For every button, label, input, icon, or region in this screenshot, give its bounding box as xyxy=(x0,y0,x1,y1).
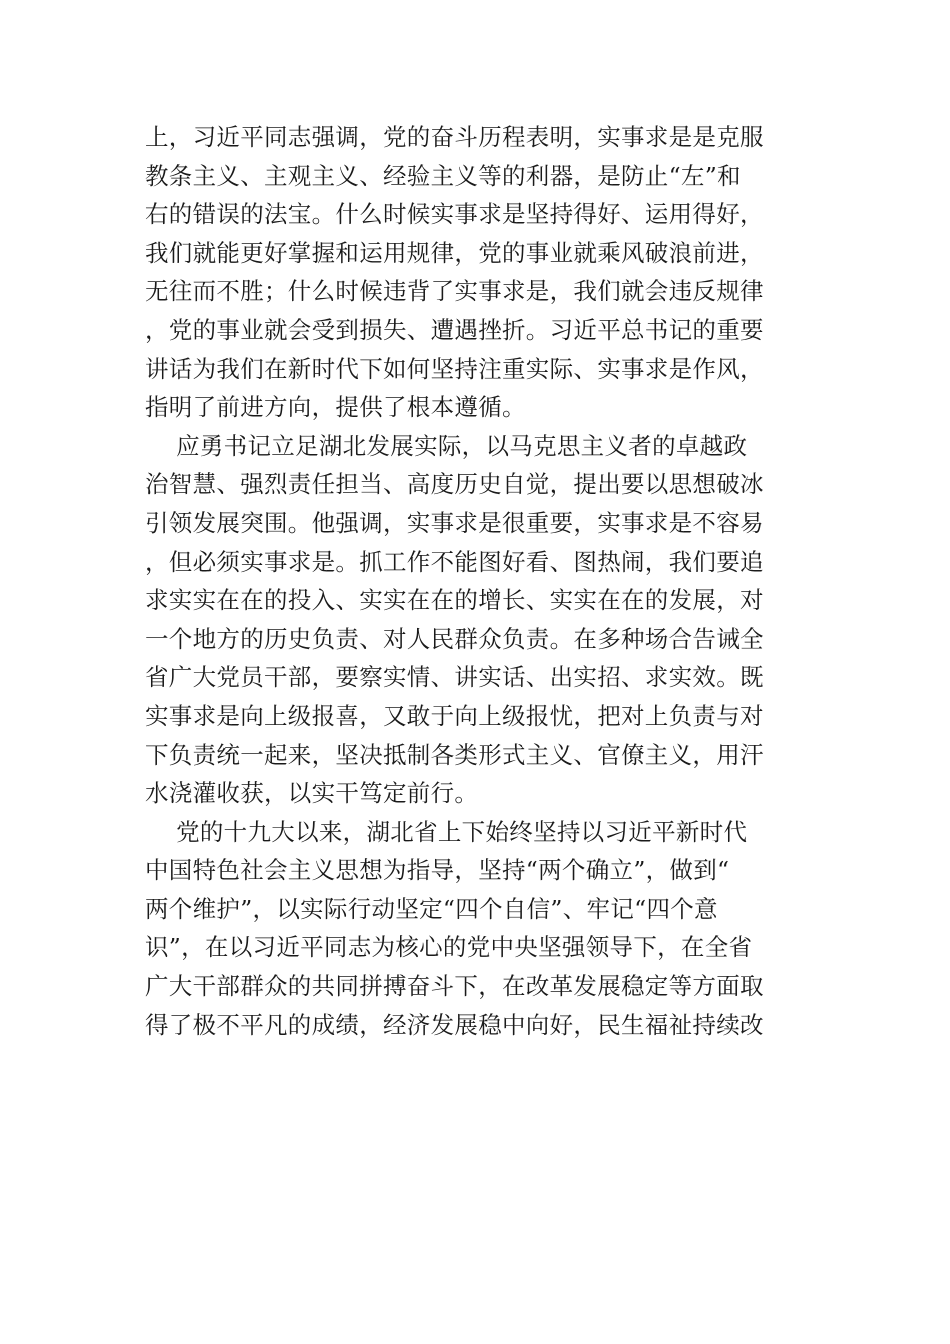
text-line: ，党的事业就会受到损失、遭遇挫折。习近平总书记的重要 xyxy=(145,315,764,344)
text-line: ，但必须实事求是。抓工作不能图好看、图热闹，我们要追 xyxy=(145,547,764,576)
text-line: 指明了前进方向，提供了根本遵循。 xyxy=(145,393,526,422)
text-line: 教条主义、主观主义、经验主义等的利器，是防止“左”和 xyxy=(145,161,741,190)
text-line: 实事求是向上级报喜，又敢于向上级报忧，把对上负责与对 xyxy=(145,701,764,730)
text-line: 讲话为我们在新时代下如何坚持注重实际、实事求是作风， xyxy=(145,354,764,383)
document-body xyxy=(145,118,825,1044)
text-line: 中国特色社会主义思想为指导，坚持“两个确立”，做到“ xyxy=(145,856,730,885)
text-line: 水浇灌收获，以实干笃定前行。 xyxy=(145,779,479,808)
text-line: 一个地方的历史负责、对人民群众负责。在多种场合告诫全 xyxy=(145,624,764,653)
text-line: 省广大党员干部，要察实情、讲实话、出实招、求实效。既 xyxy=(145,663,764,692)
text-line: 右的错误的法宝。什么时候实事求是坚持得好、运用得好， xyxy=(145,200,764,229)
text-line: 引领发展突围。他强调，实事求是很重要，实事求是不容易 xyxy=(145,508,764,537)
text-line: 治智慧、强烈责任担当、高度历史自觉，提出要以思想破冰 xyxy=(145,470,764,499)
text-line: 应勇书记立足湖北发展实际，以马克思主义者的卓越政 xyxy=(145,431,748,460)
text-line: 下负责统一起来，坚决抵制各类形式主义、官僚主义，用汗 xyxy=(145,740,764,769)
text-line: 无往而不胜；什么时候违背了实事求是，我们就会违反规律 xyxy=(145,277,764,306)
text-line: 上，习近平同志强调，党的奋斗历程表明，实事求是是克服 xyxy=(145,123,764,151)
text-line: 我们就能更好掌握和运用规律，党的事业就乘风破浪前进， xyxy=(145,238,764,267)
text-line: 两个维护”，以实际行动坚定“四个自信”、牢记“四个意 xyxy=(145,894,718,923)
text-line: 得了极不平凡的成绩，经济发展稳中向好，民生福祉持续改 xyxy=(145,1010,764,1039)
text-line: 党的十九大以来，湖北省上下始终坚持以习近平新时代 xyxy=(145,817,748,846)
text-line: 求实实在在的投入、实实在在的增长、实实在在的发展，对 xyxy=(145,586,764,615)
text-line: 广大干部群众的共同拼搏奋斗下，在改革发展稳定等方面取 xyxy=(145,972,764,1001)
text-line: 识”，在以习近平同志为核心的党中央坚强领导下，在全省 xyxy=(145,933,753,962)
